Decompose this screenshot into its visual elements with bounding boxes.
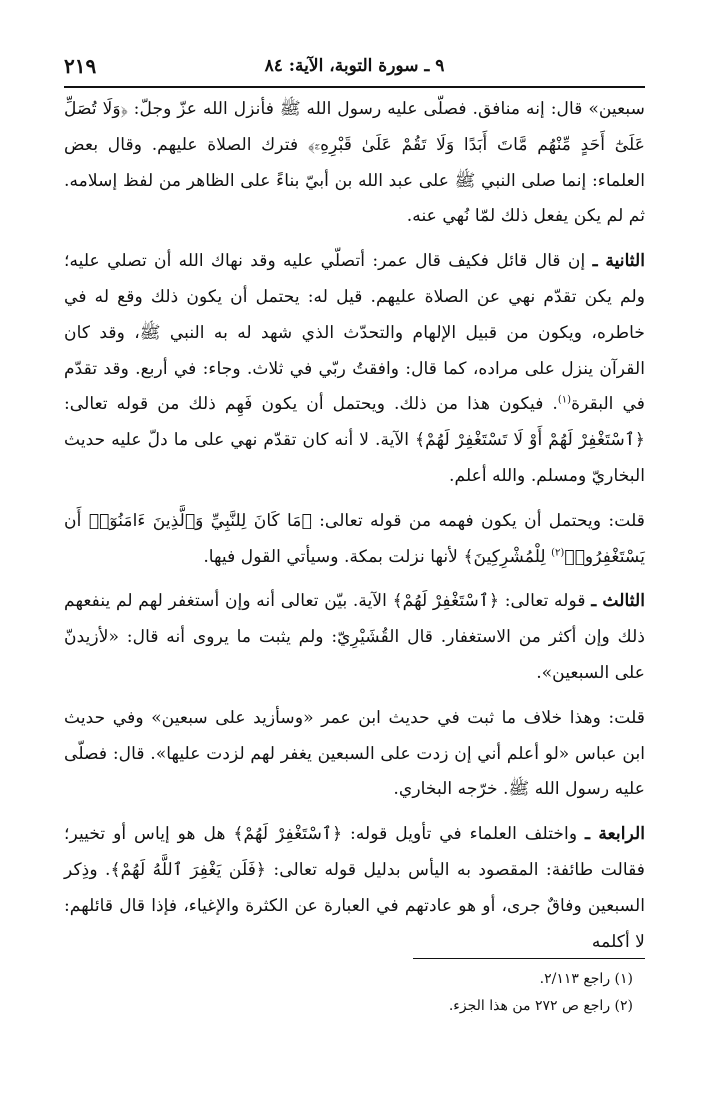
section-lead: الرابعة ـ: [585, 824, 645, 845]
paragraph-continuation: [64, 92, 645, 235]
paragraph-text: قلت: ويحتمل أن يكون فهمه من قوله تعالى: ﴿مَا كَانَ لِلنَّبِيِّ وَٱلَّذِينَ ءَامَنُوٓا۟ أَن يَسْتَغْفِرُوا۟: [64, 510, 645, 567]
paragraph-text: إن قال قائل فكيف قال عمر: أتصلّي عليه وقد نهاك الله أن تصلي عليه؛ ولم يكن تقدّم نهي عن الصلاة عليهم. قيل له: يحتمل أن يكون ذلك وقع له في خاطره، ويكون من قبيل الإلهام والتحدّث الذي شهد له به النبي ﷺ، وقد كان القرآن ينزل على مراده، كما قال: وافقتُ ربّي في ثلاث. وجاء: في أربع. وقد تقدّم في البقرة: [64, 251, 646, 415]
paragraph-text-cont: لِلْمُشْرِكِينَ﴾ لأنها نزلت بمكة. وسيأتي القول فيها.: [203, 546, 552, 567]
paragraph-text-cont: . فيكون هذا من ذلك. ويحتمل أن يكون فَهِم ذلك من قوله تعالى: ﴿ٱسْتَغْفِرْ لَهُمْ أَوْ لَا تَسْتَغْفِرْ لَهُمْ﴾ الآية. لا أنه كان تقدّم نهي على ما دلّ عليه حديث البخاريّ ومسلم. والله أعلم.: [64, 394, 645, 486]
paragraph-third-issue: [64, 584, 645, 691]
header-rule: [64, 86, 645, 88]
footnote-rule: [413, 958, 645, 959]
paragraph-fourth-issue: [64, 817, 645, 960]
running-header: [64, 52, 645, 86]
paragraph-text: واختلف العلماء في تأويل قوله: ﴿ٱسْتَغْفِرْ لَهُمْ﴾ هل هو إياس أو تخيير؛ فقالت طائفة: المقصود به اليأس بدليل قوله تعالى: ﴿فَلَن يَغْفِرَ ٱللَّهُ لَهُمْ﴾. وذِكر السبعين وفاقٌ جرى، أو هو عادتهم في العبارة عن الكثرة والإغياء، فإذا قال قائلهم: لا أكلمه: [64, 824, 645, 952]
paragraph-comment-2: [64, 701, 645, 808]
footnote-ref[interactable]: (١): [557, 394, 572, 406]
paragraph-text: سبعين» قال: إنه منافق. فصلّى عليه رسول الله ﷺ فأنزل الله عزّ وجلّ: ﴿وَلَا تُصَلِّ عَلَىٰٓ أَحَدٍ مِّنْهُم مَّاتَ أَبَدًا وَلَا تَقُمْ عَلَىٰ قَبْرِهِۦٓ﴾ فترك الصلاة عليهم. وقال بعض العلماء: إنما صلى النبي ﷺ على عبد الله بن أبيّ بناءً على الظاهر من لفظ إسلامه. ثم لم يكن يفعل ذلك لمّا نُهي عنه.: [64, 99, 645, 227]
running-title: ٩ ـ سورة التوبة، الآية: ٨٤: [264, 56, 445, 76]
section-lead: الثالث ـ: [591, 591, 645, 612]
paragraph-text: قلت: وهذا خلاف ما ثبت في حديث ابن عمر «وسأزيد على سبعين» وفي حديث ابن عباس «لو أعلم أني إن زدت على السبعين يغفر لهم لزدت عليها». قال: فصلّى عليه رسول الله ﷺ. خرّجه البخاري.: [64, 707, 645, 800]
footnotes: [64, 966, 645, 1020]
paragraph-second-issue: [64, 244, 645, 495]
footnote-1: (١) راجع ٢/١١٣.: [539, 971, 633, 987]
footnote-2: (٢) راجع ص ٢٧٢ من هذا الجزء.: [448, 998, 633, 1014]
page-number: ٢١٩: [64, 54, 97, 78]
footnote-ref[interactable]: (٢): [551, 546, 565, 558]
paragraph-comment-1: [64, 504, 645, 576]
paragraph-text: قوله تعالى: ﴿ٱسْتَغْفِرْ لَهُمْ﴾ الآية. بيّن تعالى أنه وإن أستغفر لهم لم ينفعهم ذلك وإن أكثر من الاستغفار. قال القُشَيْرِيّ: ولم يثبت ما يروى أنه قال: «لأزيدنّ على السبعين».: [64, 591, 645, 683]
section-lead: الثانية ـ: [592, 251, 646, 272]
main-text: [64, 92, 645, 960]
